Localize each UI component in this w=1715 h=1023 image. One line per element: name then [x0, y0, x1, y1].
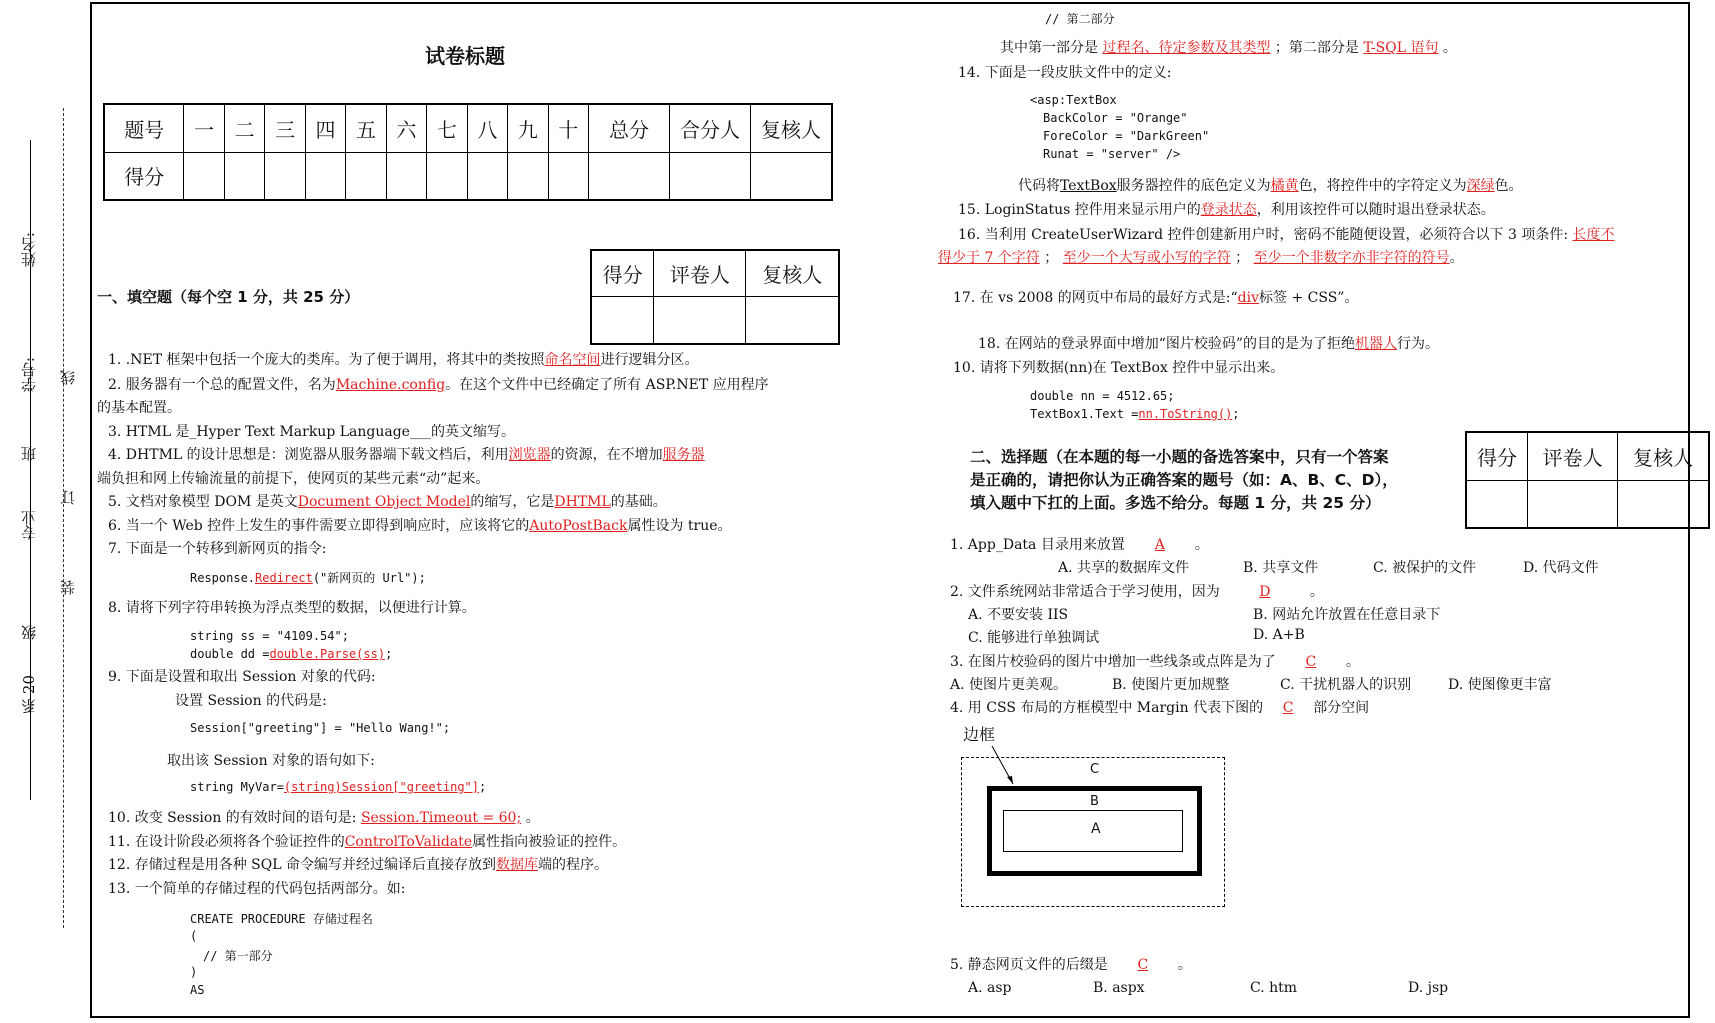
q14-code-1: <asp:TextBox: [1030, 93, 1117, 107]
section2-heading-line: 是正确的，请把你认为正确答案的题号（如：A、B、C、D），: [970, 471, 1398, 489]
score-cell[interactable]: [346, 152, 386, 200]
score-header: 二: [224, 104, 264, 152]
score-header: 六: [386, 104, 426, 152]
q14-text: 代码将: [1018, 178, 1060, 194]
q19-code-post: ;: [1232, 407, 1240, 421]
c2-opt-d: D. A+B: [1253, 627, 1305, 643]
grader-header: 复核人: [746, 250, 839, 296]
q18-text-end: 行为。: [1397, 336, 1440, 352]
q17-answer: div: [1237, 290, 1260, 306]
q18-answer: 机器人: [1355, 336, 1398, 352]
q17-text-end: 标签 + CSS”。: [1259, 290, 1359, 306]
c3-opt-c: C. 干扰机器人的识别: [1280, 677, 1412, 693]
q13-code-2: (: [190, 929, 198, 943]
grader-header: 评卷人: [1527, 432, 1617, 480]
q13b-text-mid: ；第二部分是: [1274, 40, 1359, 56]
c5-stem: 5. 静态网页文件的后缀是: [950, 957, 1108, 973]
c2-stem: 2. 文件系统网站非常适合于学习使用，因为: [950, 584, 1220, 600]
q11-text: 11. 在设计阶段必须将各个验证控件的: [108, 834, 345, 850]
grader-header: 得分: [1466, 432, 1527, 480]
q12-answer: 数据库: [495, 857, 538, 873]
score-header: 一: [184, 104, 224, 152]
q4-text: 4. DHTML 的设计思想是：浏览器从服务器端下载文档后，利用: [108, 447, 509, 463]
score-cell[interactable]: [427, 152, 467, 200]
grader-cell[interactable]: [746, 296, 839, 344]
q9-set-code: Session["greeting"] = "Hello Wang!";: [190, 721, 451, 735]
q2-text: 2. 服务器有一个总的配置文件，名为: [108, 377, 336, 393]
c2-opt-a: A. 不要安装 IIS: [968, 607, 1069, 623]
c1-opt-c: C. 被保护的文件: [1373, 560, 1477, 576]
c2-opt-c: C. 能够进行单独调试: [968, 630, 1100, 646]
q5-text-end: 的基础。: [610, 494, 667, 510]
grader-header: 复核人: [1618, 432, 1709, 480]
grader-cell[interactable]: [1618, 480, 1709, 528]
q1: [108, 349, 699, 369]
q11-text-end: 属性指向被验证的控件。: [472, 834, 627, 850]
q17: [953, 287, 1358, 307]
q1-answer: 命名空间: [544, 352, 601, 368]
q10: [108, 807, 540, 827]
q3: 3. HTML 是_Hyper Text Markup Language___的英文缩写。: [108, 424, 515, 440]
q9-answer: (string)Session["greeting"]: [283, 780, 479, 794]
c5-end: 。: [1177, 957, 1192, 973]
diagram-label-a: A: [1091, 821, 1101, 837]
section2-heading-line: 填入题中下扛的上面。多选不给分。每题 1 分，共 25 分）: [970, 494, 1381, 512]
score-cell[interactable]: [670, 152, 751, 200]
q13-code-5: AS: [190, 983, 205, 997]
c2-end: 。: [1309, 584, 1324, 600]
q13-code-4: ): [190, 965, 198, 979]
q6-answer: AutoPostBack: [529, 518, 628, 534]
section1-heading: 一、填空题（每个空 1 分，共 25 分）: [97, 288, 360, 306]
c1: [950, 534, 1209, 554]
q8-answer: double.Parse(ss): [269, 647, 386, 661]
score-header: 八: [467, 104, 507, 152]
score-header: 五: [346, 104, 386, 152]
q12: [108, 854, 608, 874]
c1-opt-b: B. 共享文件: [1243, 560, 1319, 576]
q16-answer-3: 至少一个非数字亦非字符的符号: [1253, 250, 1450, 266]
q16-text-end: 。: [1449, 250, 1464, 266]
q14-code-2: BackColor = "Orange": [1043, 111, 1188, 125]
score-header: 九: [508, 104, 548, 152]
q13b-answer-1: 过程名、待定参数及其类型: [1102, 40, 1271, 56]
q7-code: [190, 569, 426, 586]
q14-code-3: ForeColor = "DarkGreen": [1043, 129, 1210, 143]
binding-zhuang-label: 装: [59, 580, 77, 595]
q19-answer: nn.ToString(): [1138, 407, 1233, 421]
q8-code-pre: double dd =: [190, 647, 270, 661]
q7-answer: Redirect: [255, 571, 313, 585]
q14-answer-line: [1018, 175, 1523, 195]
q14-answer-2: 深绿: [1466, 178, 1495, 194]
q15-text-end: ，利用该控件可以随时退出登录状态。: [1256, 202, 1495, 218]
q5-answer-2: DHTML: [554, 494, 611, 510]
q14-text-end: 色。: [1494, 178, 1523, 194]
q14-code-4: Runat = "server" />: [1043, 147, 1181, 161]
q19-code-1: double nn = 4512.65;: [1030, 389, 1175, 403]
q7-code-post: ("新网页的 Url");: [312, 571, 426, 585]
binding-grade-label: 级: [20, 625, 38, 640]
score-header: 四: [305, 104, 345, 152]
q5: [108, 491, 667, 511]
q9-code-post: ;: [479, 780, 487, 794]
section2-heading-line: 二、选择题（在本题的每一小题的备选答案中，只有一个答案: [970, 448, 1389, 466]
score-row-label: 得分: [104, 152, 184, 200]
q13-code-3: // 第一部分: [203, 949, 273, 963]
diagram-label-c: C: [1090, 762, 1100, 777]
c5-opt-b: B. aspx: [1093, 980, 1145, 996]
q6: [108, 515, 732, 535]
q16: [958, 224, 1615, 244]
q9-get-code: [190, 780, 486, 794]
score-cell[interactable]: [508, 152, 548, 200]
c1-opt-a: A. 共享的数据库文件: [1058, 560, 1190, 576]
c5-opt-c: C. htm: [1250, 980, 1298, 996]
score-header: 十: [548, 104, 588, 152]
c3-opt-d: D. 使图像更丰富: [1448, 677, 1552, 693]
q13b: [1000, 37, 1457, 57]
grader-table-2: [1465, 431, 1710, 529]
score-header: 总分: [589, 104, 670, 152]
score-cell[interactable]: [386, 152, 426, 200]
binding-name-label: 姓名:: [20, 232, 38, 268]
q4-answer-2: 服务器: [662, 447, 705, 463]
c3-answer: C: [1305, 654, 1317, 670]
c2: [950, 581, 1324, 601]
q8: 8. 请将下列字符串转换为浮点类型的数据，以便进行计算。: [108, 600, 476, 616]
q1-text: 1. .NET 框架中包括一个庞大的类库。为了便于调用，将其中的类按照: [108, 352, 545, 368]
exam-title: 试卷标题: [425, 44, 505, 68]
c5-answer: C: [1137, 957, 1149, 973]
c5-opt-a: A. asp: [968, 980, 1012, 996]
q16-answer-1: 长度不: [1572, 227, 1615, 243]
q16-sep: ；: [1235, 250, 1250, 266]
q2-continuation: 的基本配置。: [97, 400, 181, 416]
grader-header: 评卷人: [654, 250, 746, 296]
score-cell[interactable]: [184, 152, 224, 200]
q16-continuation: [938, 247, 1464, 267]
q15: [958, 199, 1495, 219]
q8-code-post: ;: [385, 647, 393, 661]
q10-text-end: 。: [525, 810, 540, 826]
q9-set-label: 设置 Session 的代码是:: [175, 693, 327, 709]
c2-answer: D: [1259, 584, 1271, 600]
grader-cell[interactable]: [654, 296, 746, 344]
q4-text-mid: 的资源，在不增加: [550, 447, 663, 463]
score-cell[interactable]: [305, 152, 345, 200]
q5-text: 5. 文档对象模型 DOM 是英文: [108, 494, 298, 510]
q19-code-2: [1030, 407, 1240, 421]
q5-answer-1: Document Object Model: [297, 494, 471, 510]
q15-text: 15. LoginStatus 控件用来显示用户的: [958, 202, 1201, 218]
score-header: 复核人: [751, 104, 833, 152]
q8-code-1: string ss = "4109.54";: [190, 629, 349, 643]
score-cell[interactable]: [265, 152, 305, 200]
c4-answer: C: [1282, 700, 1294, 716]
section2-heading: [970, 446, 1398, 515]
q16-sep: ；: [1044, 250, 1059, 266]
score-cell[interactable]: [548, 152, 588, 200]
c4-end: 部分空间: [1313, 700, 1370, 716]
c1-end: 。: [1194, 537, 1209, 553]
score-header: 三: [265, 104, 305, 152]
c3-opt-a: A. 使图片更美观。: [950, 677, 1068, 693]
q16-answer-2: 至少一个大写或小写的字符: [1062, 250, 1231, 266]
q12-text: 12. 存储过程是用各种 SQL 命令编写并经过编译后直接存放到: [108, 857, 496, 873]
c4: [950, 697, 1369, 717]
q5-text-mid: 的缩写，它是: [470, 494, 555, 510]
score-cell[interactable]: [589, 152, 670, 200]
q13-code-part2: // 第二部分: [1045, 12, 1115, 26]
binding-student-id-label: 学号:: [20, 357, 38, 393]
q2-text-end: 。在这个文件中已经确定了所有 ASP.NET 应用程序: [445, 377, 769, 393]
q9-get-label: 取出该 Session 对象的语句如下:: [167, 753, 375, 769]
c3: [950, 651, 1360, 671]
q11: [108, 831, 626, 851]
q14-answer-1: 橘黄: [1270, 178, 1299, 194]
binding-xian-label: 线: [59, 370, 77, 385]
q13b-text: 其中第一部分是: [1000, 40, 1098, 56]
q13b-text-end: 。: [1442, 40, 1457, 56]
score-header: 七: [427, 104, 467, 152]
q6-text: 6. 当一个 Web 控件上发生的事件需要立即得到响应时，应该将它的: [108, 518, 530, 534]
score-cell[interactable]: [751, 152, 833, 200]
q14: 14. 下面是一段皮肤文件中的定义:: [958, 65, 1172, 81]
q10-text: 10. 改变 Session 的有效时间的语句是:: [108, 810, 357, 826]
q16-answer-1-cont: 得少于 7 个字符: [938, 250, 1040, 266]
score-header: 题号: [104, 104, 184, 152]
c1-opt-d: D. 代码文件: [1523, 560, 1599, 576]
q17-text: 17. 在 vs 2008 的网页中布局的最好方式是:“: [953, 290, 1238, 306]
c3-opt-b: B. 使图片更加规整: [1112, 677, 1230, 693]
c1-stem: 1. App_Data 目录用来放置: [950, 537, 1125, 553]
q7-code-pre: Response.: [190, 571, 256, 585]
binding-class-label: 班: [20, 446, 38, 461]
diagram-border-label: 边框: [963, 725, 996, 744]
q11-answer: ControlToValidate: [344, 834, 473, 850]
q14-text-mid-1: 服务器控件的底色定义为: [1116, 178, 1271, 194]
score-cell[interactable]: [467, 152, 507, 200]
q1-text-end: 进行逻辑分区。: [600, 352, 699, 368]
binding-dept-label: 系 20: [20, 675, 38, 714]
q9-code-pre: string MyVar=: [190, 780, 284, 794]
q13: 13. 一个简单的存储过程的代码包括两部分。如:: [108, 881, 406, 897]
binding-ding-label: 订: [59, 490, 77, 505]
c2-opt-b: B. 网站允许放置在任意目录下: [1253, 607, 1441, 623]
q12-text-end: 端的程序。: [537, 857, 608, 873]
q4-continuation: 端负担和网上传输流量的前提下，使网页的某些元素“动”起来。: [97, 471, 490, 487]
q19-code-pre: TextBox1.Text =: [1030, 407, 1139, 421]
q8-code-2: [190, 647, 392, 661]
q18-text: 18. 在网站的登录界面中增加“图片校验码”的目的是为了拒绝: [978, 336, 1356, 352]
q13-code-1: CREATE PROCEDURE 存储过程名: [190, 912, 373, 926]
q9: 9. 下面是设置和取出 Session 对象的代码:: [108, 669, 376, 685]
q14-text-mid-2: 色，将控件中的字符定义为: [1298, 178, 1467, 194]
q18: [978, 333, 1439, 353]
diagram-label-b: B: [1090, 794, 1099, 809]
score-cell[interactable]: [224, 152, 264, 200]
c1-answer: A: [1154, 537, 1165, 553]
grader-header: 得分: [591, 250, 654, 296]
c5-opt-d: D. jsp: [1408, 980, 1449, 996]
binding-major-label: 专业: [20, 510, 38, 540]
c3-stem: 3. 在图片校验码的图片中增加一些线条或点阵是为了: [950, 654, 1276, 670]
q19: 10. 请将下列数据(nn)在 TextBox 控件中显示出来。: [953, 360, 1285, 376]
q16-text: 16. 当利用 CreateUserWizard 控件创建新用户时，密码不能随便设置，必须符合以下 3 项条件:: [958, 227, 1569, 243]
score-table: [103, 103, 833, 201]
q2-answer: Machine.config: [335, 377, 446, 393]
q4-answer-1: 浏览器: [508, 447, 551, 463]
grader-table-1: [590, 249, 840, 345]
q4: [108, 444, 705, 464]
grader-cell[interactable]: [1466, 480, 1527, 528]
score-header: 合分人: [670, 104, 751, 152]
q6-text-end: 属性设为 true。: [627, 518, 732, 534]
q7: 7. 下面是一个转移到新网页的指令:: [108, 541, 327, 557]
c3-end: 。: [1345, 654, 1360, 670]
c4-stem: 4. 用 CSS 布局的方框模型中 Margin 代表下图的: [950, 700, 1264, 716]
q2: [108, 374, 769, 394]
binding-dashed-line: [63, 108, 64, 928]
grader-cell[interactable]: [591, 296, 654, 344]
q14-control-name: TextBox: [1060, 178, 1117, 194]
q13b-answer-2: T-SQL 语句: [1363, 40, 1439, 56]
c5: [950, 954, 1192, 974]
q10-answer: Session.Timeout = 60;: [360, 810, 522, 826]
grader-cell[interactable]: [1527, 480, 1617, 528]
q15-answer: 登录状态: [1200, 202, 1257, 218]
